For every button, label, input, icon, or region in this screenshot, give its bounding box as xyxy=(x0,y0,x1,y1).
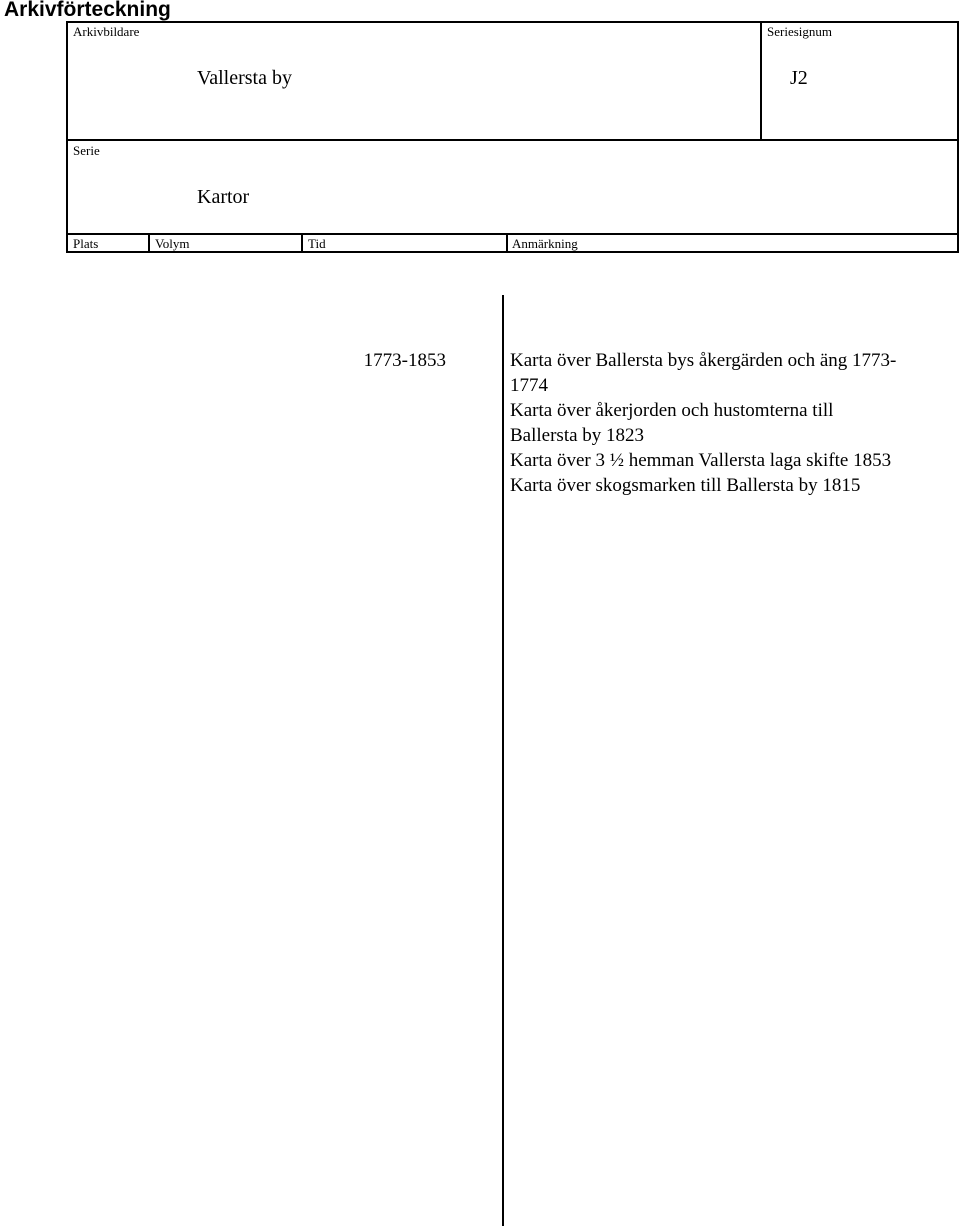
column-header-plats: Plats xyxy=(73,236,99,251)
note-line: Karta över 3 ½ hemman Vallersta laga skifte 1853 xyxy=(510,450,892,471)
note-line: Karta över skogsmarken till Ballersta by 1815 xyxy=(510,475,861,496)
column-header-tid: Tid xyxy=(308,236,326,251)
divider-serie xyxy=(66,139,959,141)
divider-columns xyxy=(66,233,959,235)
serie-label: Serie xyxy=(73,143,100,158)
column-header-anmarkning: Anmärkning xyxy=(512,236,578,251)
note-line: Ballersta by 1823 xyxy=(510,425,645,446)
entry-anmarkning xyxy=(510,348,955,498)
seriesignum-value: J2 xyxy=(790,67,808,89)
divider-anmarkning xyxy=(506,233,508,253)
divider-volym xyxy=(148,233,150,253)
body-column-divider xyxy=(502,295,504,1226)
header-form xyxy=(66,21,959,253)
divider-tid xyxy=(301,233,303,253)
arkivbildare-value: Vallersta by xyxy=(197,67,292,89)
page-title: Arkivförteckning xyxy=(4,0,171,21)
divider-seriesignum xyxy=(760,21,762,141)
column-header-volym: Volym xyxy=(155,236,190,251)
note-line: Karta över Ballersta bys åkergärden och äng 1773- xyxy=(510,350,897,371)
note-line: 1774 xyxy=(510,375,548,396)
arkivbildare-label: Arkivbildare xyxy=(73,24,140,39)
serie-value: Kartor xyxy=(197,186,250,208)
note-line: Karta över åkerjorden och hustomterna till xyxy=(510,400,834,421)
seriesignum-label: Seriesignum xyxy=(767,24,832,39)
entry-tid: 1773-1853 xyxy=(363,350,446,371)
